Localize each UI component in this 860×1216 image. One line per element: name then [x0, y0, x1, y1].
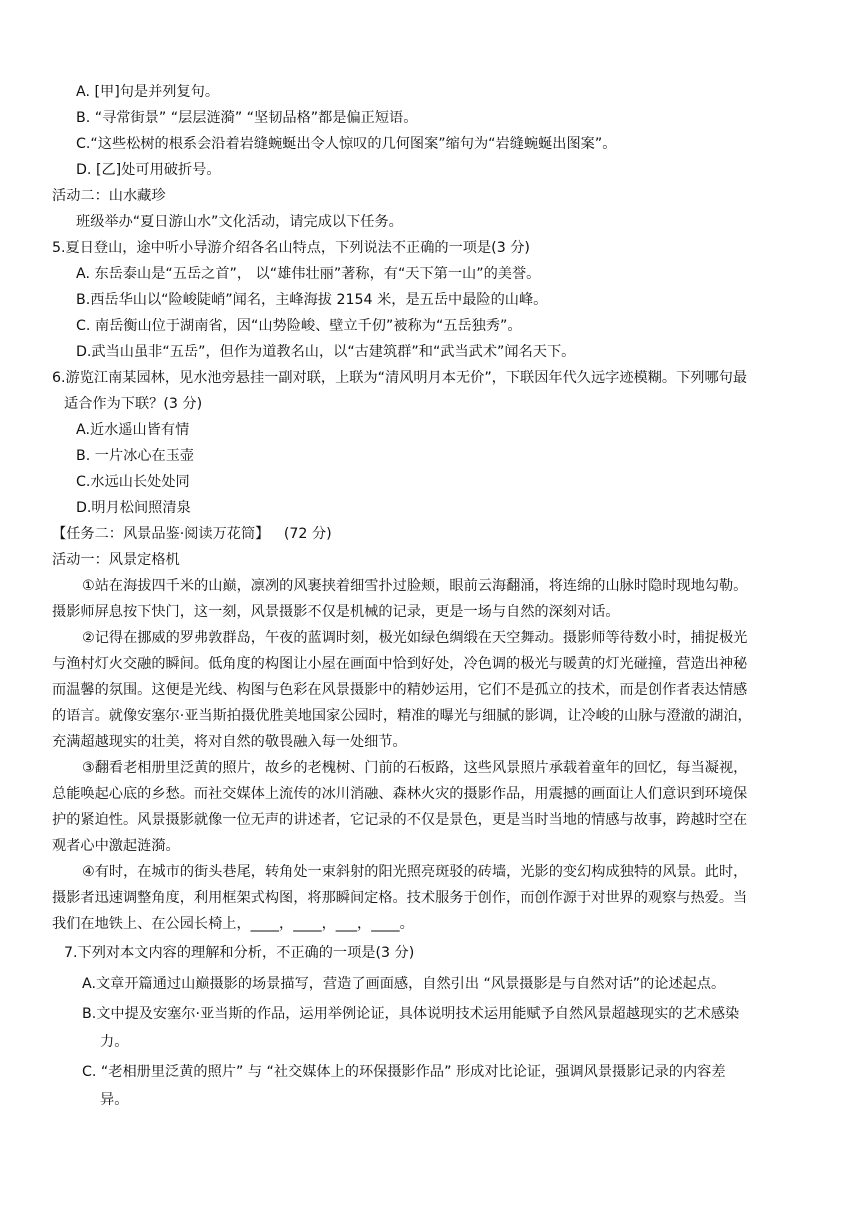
passage-p3-line1: ③翻看老相册里泛黄的照片，故乡的老槐树、门前的石板路，这些风景照片承载着童年的回忆，每当凝视， [82, 760, 748, 776]
passage-p3-line3: 护的紧迫性。风景摄影就像一位无声的讲述者，它记录的不仅是景色，更是当时当地的情感与故事，跨越时空在 [52, 812, 748, 828]
passage-p4-line1: ④有时，在城市的街头巷尾，转角处一束斜射的阳光照亮斑驳的砖墙，光影的变幻构成独特的风景。此时， [82, 864, 748, 880]
passage-p2-line2: 与渔村灯火交融的瞬间。低角度的构图让小屋在画面中恰到好处，冷色调的极光与暖黄的灯光碰撞，营造出神秘 [52, 656, 748, 672]
q6-option-b: B. 一片冰心在玉壶 [76, 448, 195, 464]
q4-option-b: B. “寻常街景” “层层涟漪” “坚韧品格”都是偏正短语。 [76, 110, 418, 126]
q7-stem: 7.下列对本文内容的理解和分析，不正确的一项是(3 分) [64, 945, 415, 961]
passage-p1-line1: ①站在海拔四千米的山巅，凛冽的风裹挟着细雪扑过脸颊，眼前云海翻涌，将连绵的山脉时隐时现地勾勒。 [82, 578, 748, 594]
task2-title: 【任务二：风景品鉴·阅读万花筒】 [52, 526, 270, 542]
activity2-title: 活动二：山水藏珍 [52, 188, 166, 204]
q4-option-c: C.“这些松树的根系会沿着岩缝蜿蜒出令人惊叹的几何图案”缩句为“岩缝蜿蜒出图案”。 [76, 136, 617, 152]
q6-option-a: A.近水遥山皆有情 [76, 422, 190, 438]
q7-option-c-line2: 异。 [100, 1092, 129, 1108]
q5-option-b: B.西岳华山以“险峻陡峭”闻名，主峰海拔 2154 米，是五岳中最险的山峰。 [76, 292, 548, 308]
q6-stem-line1: 6.游览江南某园林，见水池旁悬挂一副对联，上联为“清风明月本无价”，下联因年代久远字迹模糊。下列哪句最 [52, 370, 748, 386]
task2-heading [52, 524, 332, 544]
passage-p2-line4: 的语言。就像安塞尔·亚当斯拍摄优胜美地国家公园时，精准的曝光与细腻的影调，让冷峻的山脉与澄澈的湖泊， [52, 708, 752, 724]
passage-p2-line5: 充满超越现实的壮美，将对自然的敬畏融入每一处细节。 [52, 734, 407, 750]
passage-p4-line2: 摄影者迅速调整角度，利用框架式构图，将那瞬间定格。技术服务于创作，而创作源于对世界的观察与热爱。当 [52, 890, 748, 906]
q5-option-d: D.武当山虽非“五岳”，但作为道教名山，以“古建筑群”和“武当武术”闻名天下。 [76, 344, 576, 360]
q4-option-a: A. [甲]句是并列复句。 [76, 84, 220, 100]
q6-option-d: D.明月松间照清泉 [76, 500, 191, 516]
passage-p2-line1: ②记得在挪威的罗弗敦群岛，午夜的蓝调时刻，极光如绿色绸缎在天空舞动。摄影师等待数小时，捕捉极光 [82, 630, 748, 646]
q6-option-c: C.水远山长处处同 [76, 474, 190, 490]
q7-option-a: A.文章开篇通过山巅摄影的场景描写，营造了画面感，自然引出 “风景摄影是与自然对话”的论述起点。 [82, 976, 726, 992]
q7-option-c-line1: C. “老相册里泛黄的照片” 与 “社交媒体上的环保摄影作品” 形成对比论证，强调风景摄影记录的内容差 [82, 1064, 726, 1080]
activity2-intro: 班级举办“夏日游山水”文化活动，请完成以下任务。 [76, 214, 403, 230]
passage-p3-line4: 观者心中激起涟漪。 [52, 838, 180, 854]
passage-p4-line3: 我们在地铁上、在公园长椅上，____，____，___，____。 [52, 916, 414, 932]
q6-stem-line2: 适合作为下联？(3 分) [64, 396, 203, 412]
activity1-title: 活动一：风景定格机 [52, 552, 180, 568]
q5-stem: 5.夏日登山，途中听小导游介绍各名山特点，下列说法不正确的一项是(3 分) [52, 240, 530, 256]
q5-option-c: C. 南岳衡山位于湖南省，因“山势险峻、壁立千仞”被称为“五岳独秀”。 [76, 318, 522, 334]
task2-score: (72 分) [283, 526, 332, 542]
q7-option-b-line2: 力。 [100, 1034, 129, 1050]
q4-option-d: D. [乙]处可用破折号。 [76, 162, 221, 178]
passage-p3-line2: 总能唤起心底的乡愁。而社交媒体上流传的冰川消融、森林火灾的摄影作品，用震撼的画面让人们意识到环境保 [52, 786, 748, 802]
passage-p1-line2: 摄影师屏息按下快门，这一刻，风景摄影不仅是机械的记录，更是一场与自然的深刻对话。 [52, 604, 620, 620]
q7-option-b-line1: B.文中提及安塞尔·亚当斯的作品，运用举例论证，具体说明技术运用能赋予自然风景超越现实的艺术感染 [82, 1006, 740, 1022]
q5-option-a: A. 东岳泰山是“五岳之首”， 以“雄伟壮丽”著称，有“天下第一山”的美誉。 [76, 266, 541, 282]
passage-p2-line3: 而温馨的氛围。这便是光线、构图与色彩在风景摄影中的精妙运用，它们不是孤立的技术，而是创作者表达情感 [52, 682, 748, 698]
